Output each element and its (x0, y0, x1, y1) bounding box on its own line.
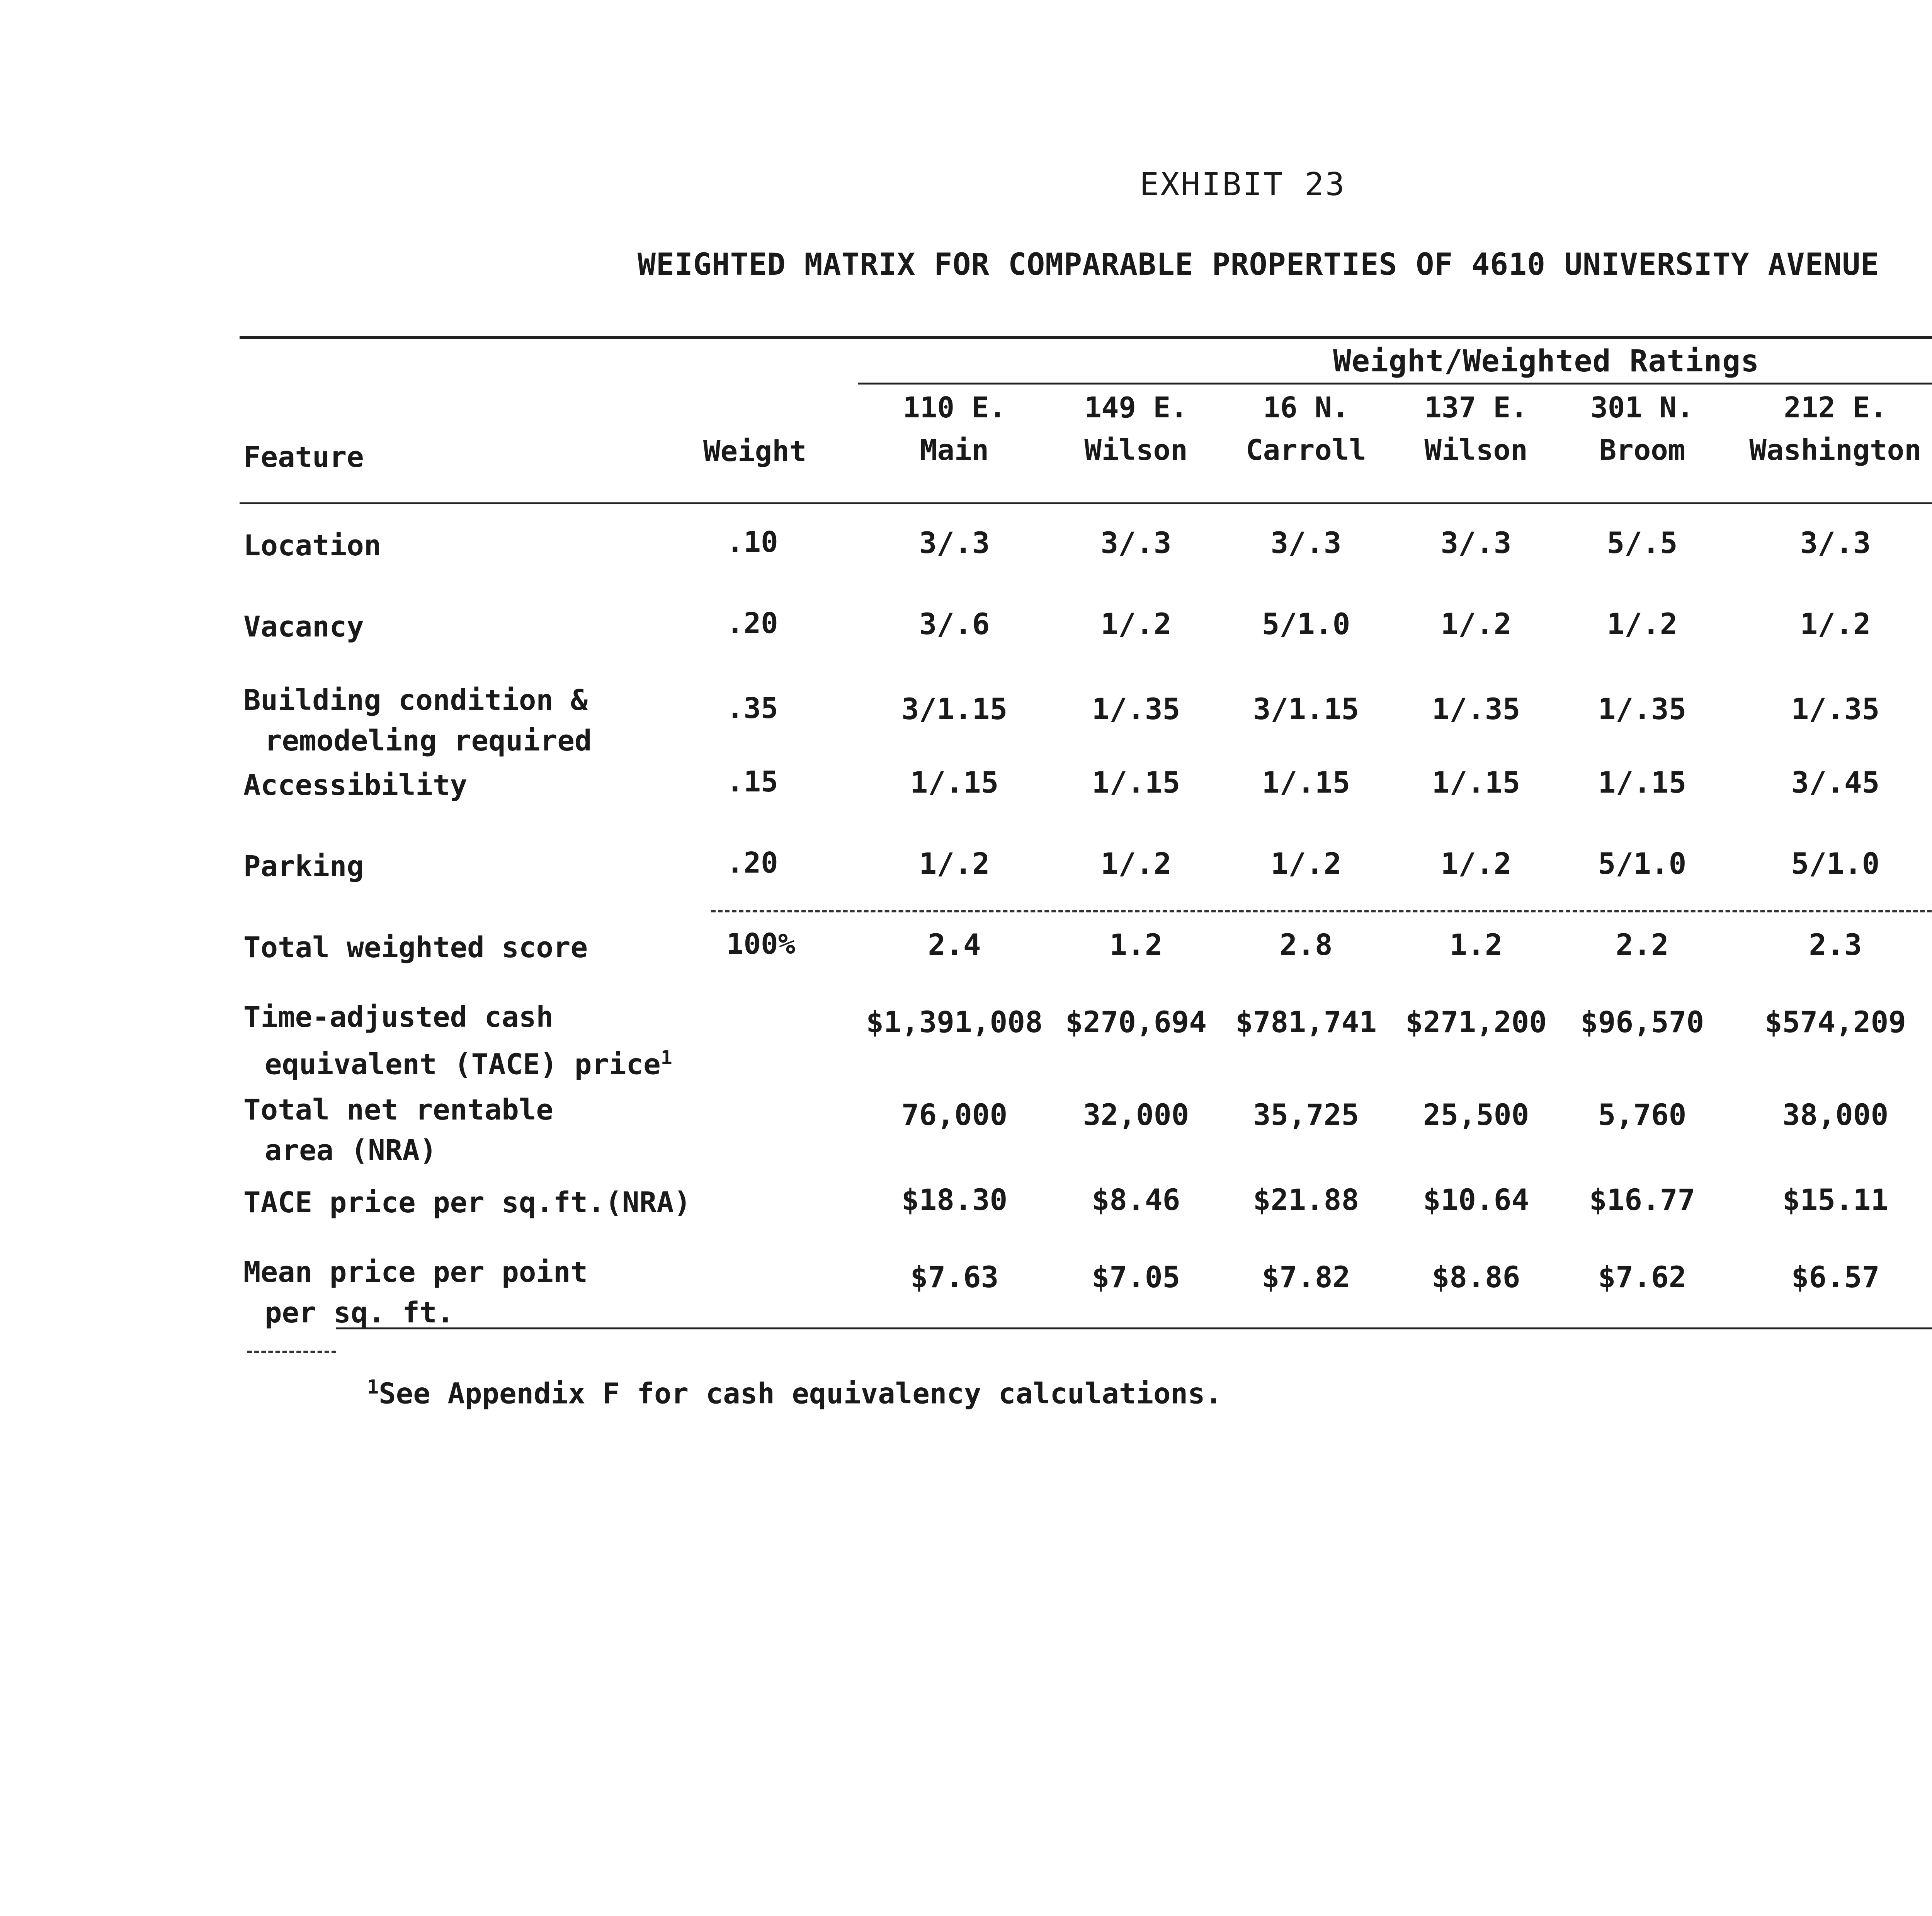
weight-column-header: Weight (703, 435, 807, 468)
property-header-line1: 212 E. (1784, 391, 1887, 424)
footnote-mark: 1 (367, 1376, 379, 1398)
table-cell: 1/.15 (1092, 765, 1180, 800)
table-cell: $7.05 (1092, 1260, 1180, 1294)
property-header-line2: Main (920, 434, 989, 467)
row-feature-line2-text: per sq. ft. (265, 1296, 454, 1329)
table-cell: 3/.3 (919, 526, 990, 560)
table-top-rule (240, 336, 1932, 339)
table-cell: 2.2 (1616, 927, 1669, 962)
totals-dashed-rule (711, 910, 1932, 912)
row-feature (243, 765, 467, 806)
row-feature (243, 1183, 691, 1223)
row-feature-line2 (243, 1130, 553, 1171)
table-cell: 2.4 (928, 927, 981, 962)
table-cell: 3/1.15 (901, 692, 1008, 726)
property-header-line1: 137 E. (1424, 391, 1528, 424)
table-cell: 1/.2 (1607, 607, 1678, 641)
table-cell: $7.62 (1598, 1260, 1687, 1294)
table-bottom-dash (247, 1351, 336, 1353)
row-feature (243, 927, 588, 968)
row-feature-line1: Accessibility (243, 769, 468, 802)
row-feature-line1: Building condition & (243, 684, 588, 717)
row-feature-line1: Total net rentable (243, 1093, 553, 1126)
table-cell: 1/.2 (1440, 607, 1512, 641)
row-feature (243, 680, 592, 761)
table-cell: 5/.5 (1607, 526, 1678, 560)
row-feature-line2 (243, 1038, 672, 1085)
property-header-line2: Wilson (1424, 434, 1528, 467)
table-cell: 1/.2 (1800, 607, 1871, 641)
group-header-rule (858, 383, 1932, 385)
table-cell: 1/.2 (919, 846, 990, 881)
table-cell: 1/.15 (910, 765, 999, 800)
row-feature (243, 1090, 553, 1171)
property-header-line2: Wilson (1084, 434, 1188, 467)
row-feature-line1: Total weighted score (243, 931, 588, 964)
row-weight: .35 (726, 692, 778, 725)
property-header-line1: 301 N. (1590, 391, 1694, 424)
row-feature-line2-text: remodeling required (265, 724, 592, 757)
table-cell: $8.86 (1432, 1260, 1520, 1294)
table-cell: 25,500 (1423, 1098, 1529, 1132)
property-header-line1: 110 E. (903, 391, 1006, 424)
table-cell: 1.2 (1449, 927, 1503, 962)
header-bottom-rule (240, 502, 1932, 504)
row-feature-line1: Time-adjusted cash (243, 1001, 553, 1034)
table-cell: 38,000 (1782, 1098, 1889, 1132)
row-feature (243, 607, 364, 647)
footnote-text: See Appendix F for cash equivalency calculations. (379, 1377, 1223, 1411)
table-cell: $21.88 (1253, 1183, 1359, 1217)
table-cell: 1/.15 (1598, 765, 1687, 800)
table-cell: $1,391,008 (866, 1005, 1043, 1039)
row-feature (243, 1252, 588, 1333)
row-feature (243, 997, 672, 1085)
table-cell: 1/.15 (1432, 765, 1520, 800)
table-cell: 1/.15 (1262, 765, 1350, 800)
table-cell: 3/.3 (1440, 526, 1512, 560)
row-feature-line2 (243, 721, 592, 761)
table-cell: 1/.2 (1440, 846, 1512, 881)
row-feature (243, 846, 364, 887)
row-feature-line1: Vacancy (243, 610, 364, 643)
table-cell: 1/.2 (1270, 846, 1342, 881)
row-weight: .20 (726, 846, 778, 880)
feature-column-header: Feature (243, 441, 364, 474)
table-cell: 5/1.0 (1598, 846, 1687, 881)
group-header: Weight/Weighted Ratings (1333, 344, 1760, 379)
table-cell: $7.63 (910, 1260, 999, 1294)
row-footnote-mark: 1 (660, 1046, 672, 1069)
row-feature-line1: Mean price per point (243, 1256, 588, 1289)
table-cell: $10.64 (1423, 1183, 1529, 1217)
table-cell: 3/.6 (919, 607, 990, 641)
property-header-line1: 149 E. (1084, 391, 1188, 424)
property-header-line1: 16 N. (1263, 391, 1349, 424)
table-cell: 1/.2 (1100, 846, 1172, 881)
row-feature (243, 526, 381, 566)
table-cell: $270,694 (1065, 1005, 1207, 1039)
property-header-line2: Washington (1749, 434, 1922, 467)
table-cell: 3/1.15 (1253, 692, 1359, 726)
table-cell: 5/1.0 (1262, 607, 1350, 641)
table-cell: $18.30 (901, 1183, 1008, 1217)
table-cell: $8.46 (1092, 1183, 1180, 1217)
table-cell: 2.8 (1279, 927, 1333, 962)
table-cell: $7.82 (1262, 1260, 1350, 1294)
table-cell: 3/.3 (1270, 526, 1342, 560)
table-bottom-rule (336, 1327, 1932, 1329)
table-cell: 1/.35 (1432, 692, 1520, 726)
row-weight: .15 (726, 765, 778, 798)
exhibit-label: EXHIBIT 23 (1139, 166, 1346, 203)
table-cell: 76,000 (901, 1098, 1008, 1132)
table-cell: $96,570 (1580, 1005, 1704, 1039)
row-feature-line1: Location (243, 529, 381, 562)
table-cell: $574,209 (1764, 1005, 1906, 1039)
property-header-line2: Broom (1599, 434, 1685, 467)
row-weight: .10 (726, 526, 778, 559)
row-feature-line2-text: area (NRA) (265, 1134, 437, 1167)
table-cell: $15.11 (1782, 1183, 1889, 1217)
table-cell: 1/.35 (1092, 692, 1180, 726)
row-weight: .20 (726, 607, 778, 640)
table-cell: 1/.35 (1791, 692, 1880, 726)
table-cell: 35,725 (1253, 1098, 1359, 1132)
footnote (367, 1376, 1222, 1411)
table-cell: 3/.3 (1100, 526, 1172, 560)
row-feature-line1: Parking (243, 850, 364, 883)
table-cell: 1/.2 (1100, 607, 1172, 641)
table-cell: 3/.3 (1800, 526, 1871, 560)
table-cell: 1.2 (1109, 927, 1163, 962)
page-title: WEIGHTED MATRIX FOR COMPARABLE PROPERTIES OF 4610 UNIVERSITY AVENUE (638, 247, 1879, 282)
property-header-line2: Carroll (1246, 434, 1366, 467)
table-cell: 32,000 (1083, 1098, 1189, 1132)
property-header (1534, 386, 1750, 471)
property-header (1727, 386, 1932, 471)
table-cell: $16.77 (1589, 1183, 1696, 1217)
row-feature-line1: TACE price per sq.ft.(NRA) (243, 1186, 691, 1219)
table-cell: $6.57 (1791, 1260, 1880, 1294)
table-cell: 3/.45 (1791, 765, 1880, 800)
row-weight: 100% (726, 927, 796, 961)
table-cell: $781,741 (1235, 1005, 1377, 1039)
table-cell: 2.3 (1809, 927, 1862, 962)
table-cell: 1/.35 (1598, 692, 1687, 726)
row-feature-line2-text: equivalent (TACE) price (265, 1048, 661, 1081)
table-cell: $271,200 (1405, 1005, 1547, 1039)
table-cell: 5/1.0 (1791, 846, 1880, 881)
table-cell: 5,760 (1598, 1098, 1687, 1132)
